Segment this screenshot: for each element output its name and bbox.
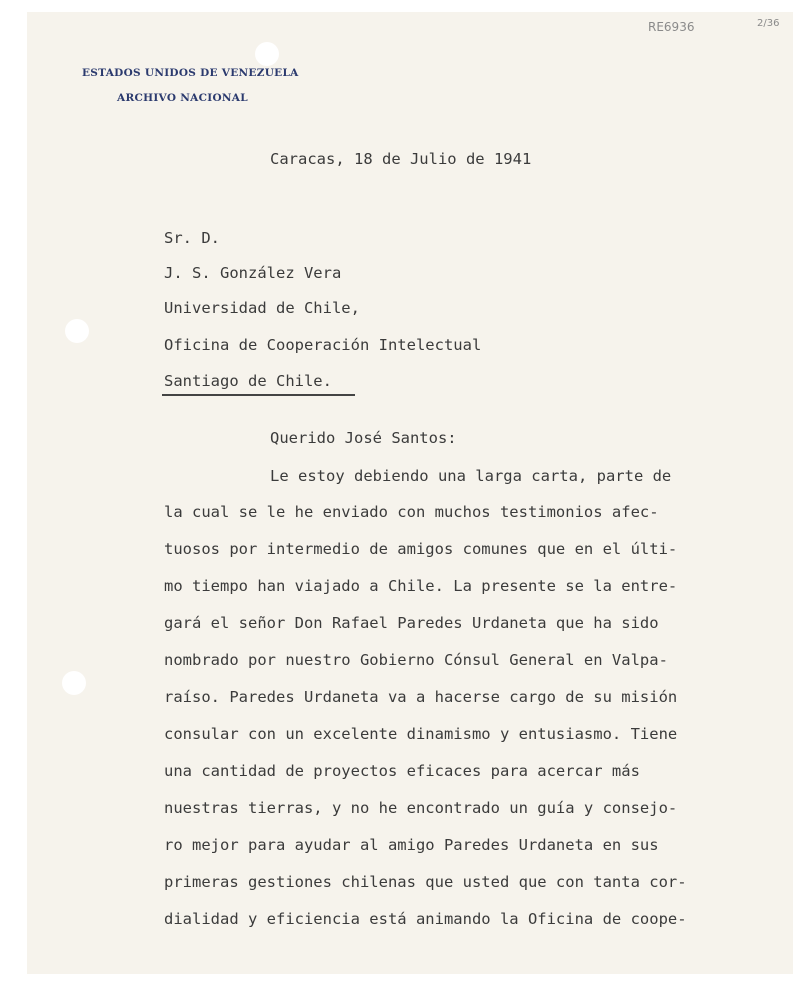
recipient-line-1: Sr. D. bbox=[164, 229, 220, 247]
body-line-4: mo tiempo han viajado a Chile. La presente se la entre- bbox=[164, 577, 678, 595]
archive-code: RE6936 bbox=[648, 20, 695, 34]
body-line-2: la cual se le he enviado con muchos testimonios afec- bbox=[164, 503, 659, 521]
salutation: Querido José Santos: bbox=[270, 429, 457, 447]
punch-hole-bottom bbox=[62, 671, 86, 695]
body-line-8: consular con un excelente dinamismo y entusiasmo. Tiene bbox=[164, 725, 678, 743]
body-line-9: una cantidad de proyectos eficaces para acercar más bbox=[164, 762, 640, 780]
recipient-city-underline bbox=[162, 394, 355, 396]
body-line-6: nombrado por nuestro Gobierno Cónsul General en Valpa- bbox=[164, 651, 668, 669]
body-line-10: nuestras tierras, y no he encontrado un guía y consejo- bbox=[164, 799, 678, 817]
body-line-7: raíso. Paredes Urdaneta va a hacerse cargo de su misión bbox=[164, 688, 678, 706]
body-line-3: tuosos por intermedio de amigos comunes que en el últi- bbox=[164, 540, 678, 558]
recipient-line-5: Santiago de Chile. bbox=[164, 372, 332, 390]
recipient-line-3: Universidad de Chile, bbox=[164, 299, 360, 317]
letterhead-archive: ARCHIVO NACIONAL bbox=[117, 92, 248, 104]
punch-hole-top bbox=[255, 42, 279, 66]
letterhead-country: ESTADOS UNIDOS DE VENEZUELA bbox=[82, 67, 299, 79]
recipient-line-4: Oficina de Cooperación Intelectual bbox=[164, 336, 482, 354]
punch-hole-middle bbox=[65, 319, 89, 343]
body-line-5: gará el señor Don Rafael Paredes Urdaneta que ha sido bbox=[164, 614, 659, 632]
recipient-line-2: J. S. González Vera bbox=[164, 264, 342, 282]
date-line: Caracas, 18 de Julio de 1941 bbox=[270, 150, 532, 168]
archive-page-number: 2/36 bbox=[757, 18, 780, 29]
body-line-1: Le estoy debiendo una larga carta, parte de bbox=[270, 467, 672, 485]
body-line-13: dialidad y eficiencia está animando la Oficina de coope- bbox=[164, 910, 687, 928]
body-line-11: ro mejor para ayudar al amigo Paredes Urdaneta en sus bbox=[164, 836, 659, 854]
body-line-12: primeras gestiones chilenas que usted que con tanta cor- bbox=[164, 873, 687, 891]
letter-page bbox=[27, 12, 793, 974]
